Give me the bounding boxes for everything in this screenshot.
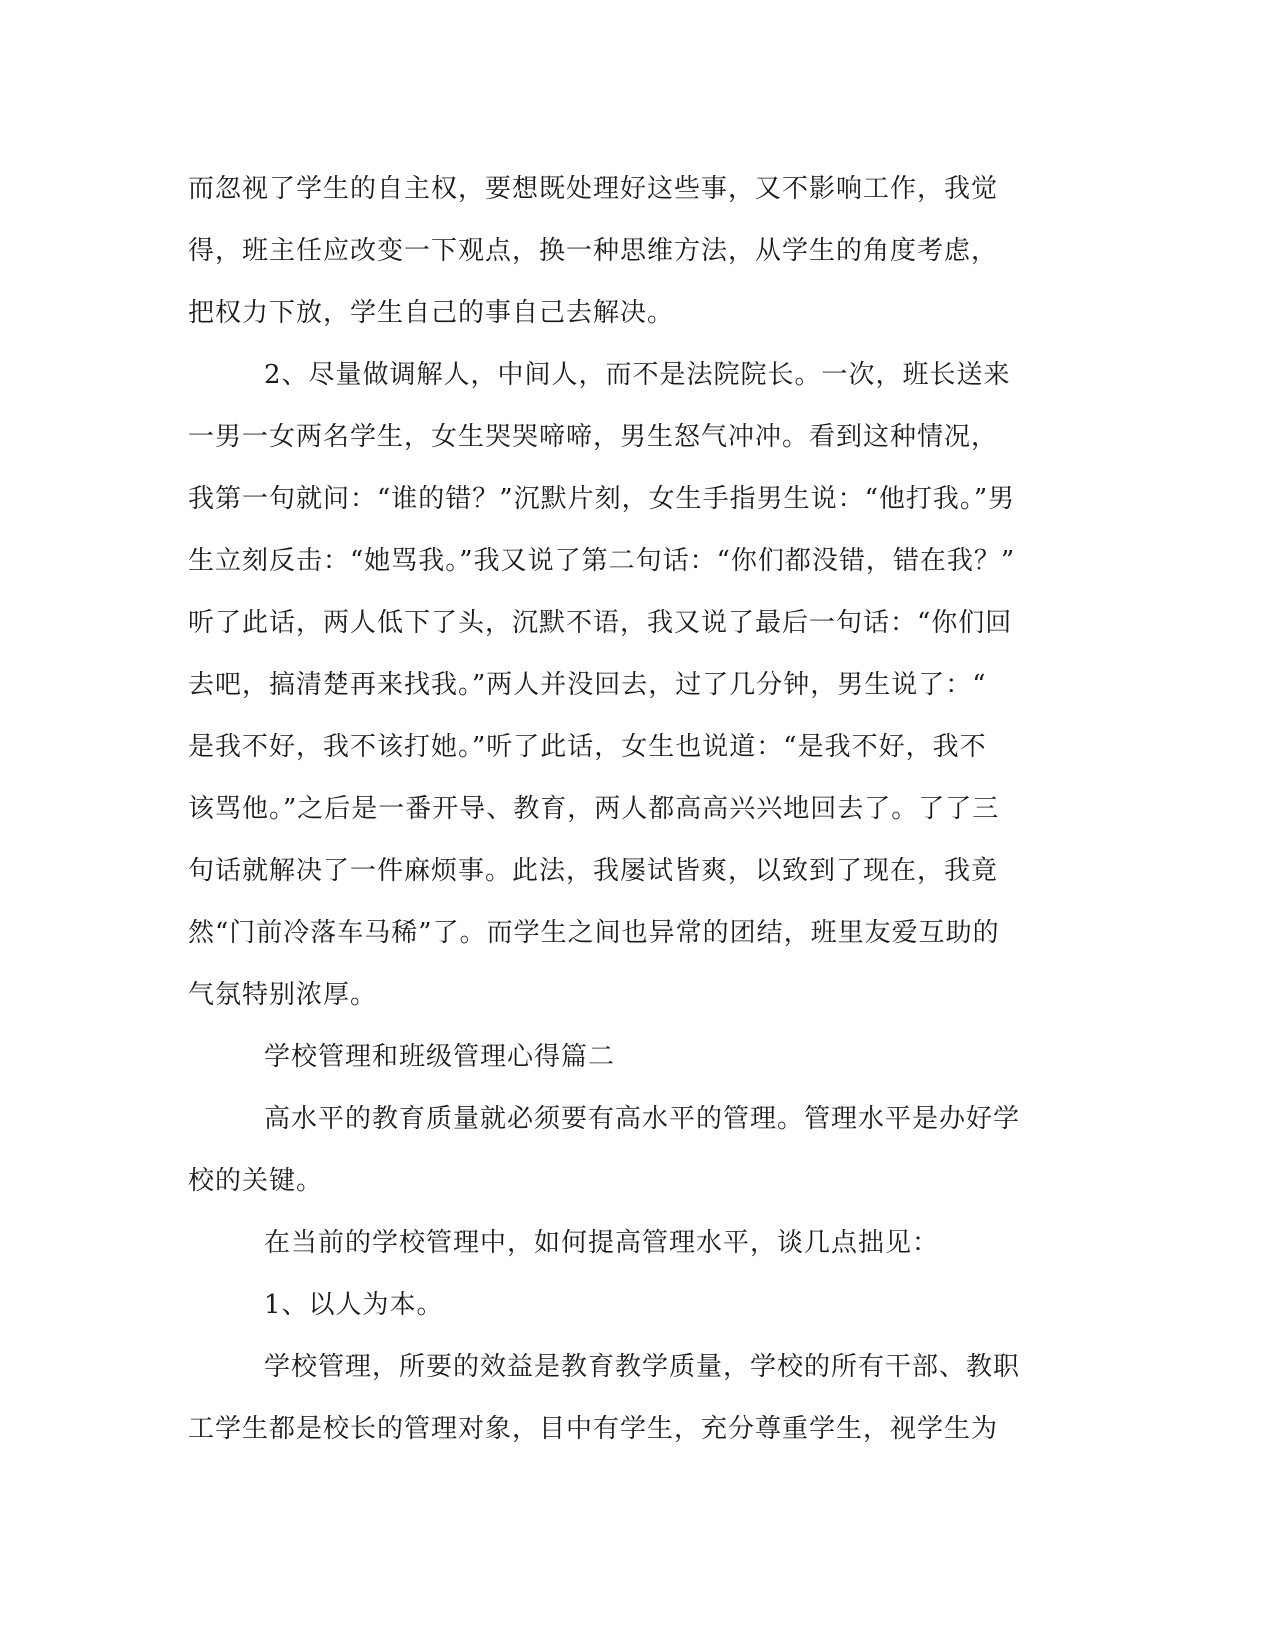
text-line: 我第一句就问：“谁的错？”沉默片刻，女生手指男生说：“他打我。”男	[188, 484, 1016, 514]
section-heading: 学校管理和班级管理心得篇二	[264, 1042, 616, 1072]
paragraph-start-line: 学校管理，所要的效益是教育教学质量，学校的所有干部、教职	[264, 1352, 1021, 1382]
text-line: 生立刻反击：“她骂我。”我又说了第二句话：“你们都没错，错在我？”	[188, 546, 1016, 576]
text-line: 而忽视了学生的自主权，要想既处理好这些事，又不影响工作，我觉	[188, 174, 999, 204]
text-line: 句话就解决了一件麻烦事。此法，我屡试皆爽，以致到了现在，我竟	[188, 856, 999, 886]
text-line: 是我不好，我不该打她。”听了此话，女生也说道：“是我不好，我不	[188, 732, 987, 762]
text-line: 该骂他。”之后是一番开导、教育，两人都高高兴兴地回去了。了了三	[188, 794, 1000, 824]
text-line: 然“门前冷落车马稀”了。而学生之间也异常的团结，班里友爱互助的	[188, 918, 1000, 948]
document-body	[188, 158, 1088, 1460]
paragraph-start-line: 高水平的教育质量就必须要有高水平的管理。管理水平是办好学	[264, 1104, 1021, 1134]
text-line: 得，班主任应改变一下观点，换一种思维方法，从学生的角度考虑，	[188, 236, 999, 266]
text-line: 气氛特别浓厚。	[188, 980, 378, 1010]
paragraph-start-line: 在当前的学校管理中，如何提高管理水平，谈几点拙见：	[264, 1228, 940, 1258]
text-line: 把权力下放，学生自己的事自己去解决。	[188, 298, 675, 328]
text-line: 校的关键。	[188, 1166, 324, 1196]
text-line: 一男一女两名学生，女生哭哭啼啼，男生怒气冲冲。看到这种情况，	[188, 422, 999, 452]
paragraph-start-line: 2、尽量做调解人，中间人，而不是法院院长。一次，班长送来	[264, 360, 1011, 390]
text-line: 听了此话，两人低下了头，沉默不语，我又说了最后一句话：“你们回	[188, 608, 1013, 638]
text-line: 工学生都是校长的管理对象，目中有学生，充分尊重学生，视学生为	[188, 1414, 999, 1444]
list-item-heading: 1、以人为本。	[264, 1290, 444, 1320]
text-line: 去吧，搞清楚再来找我。”两人并没回去，过了几分钟，男生说了：“	[188, 670, 987, 700]
